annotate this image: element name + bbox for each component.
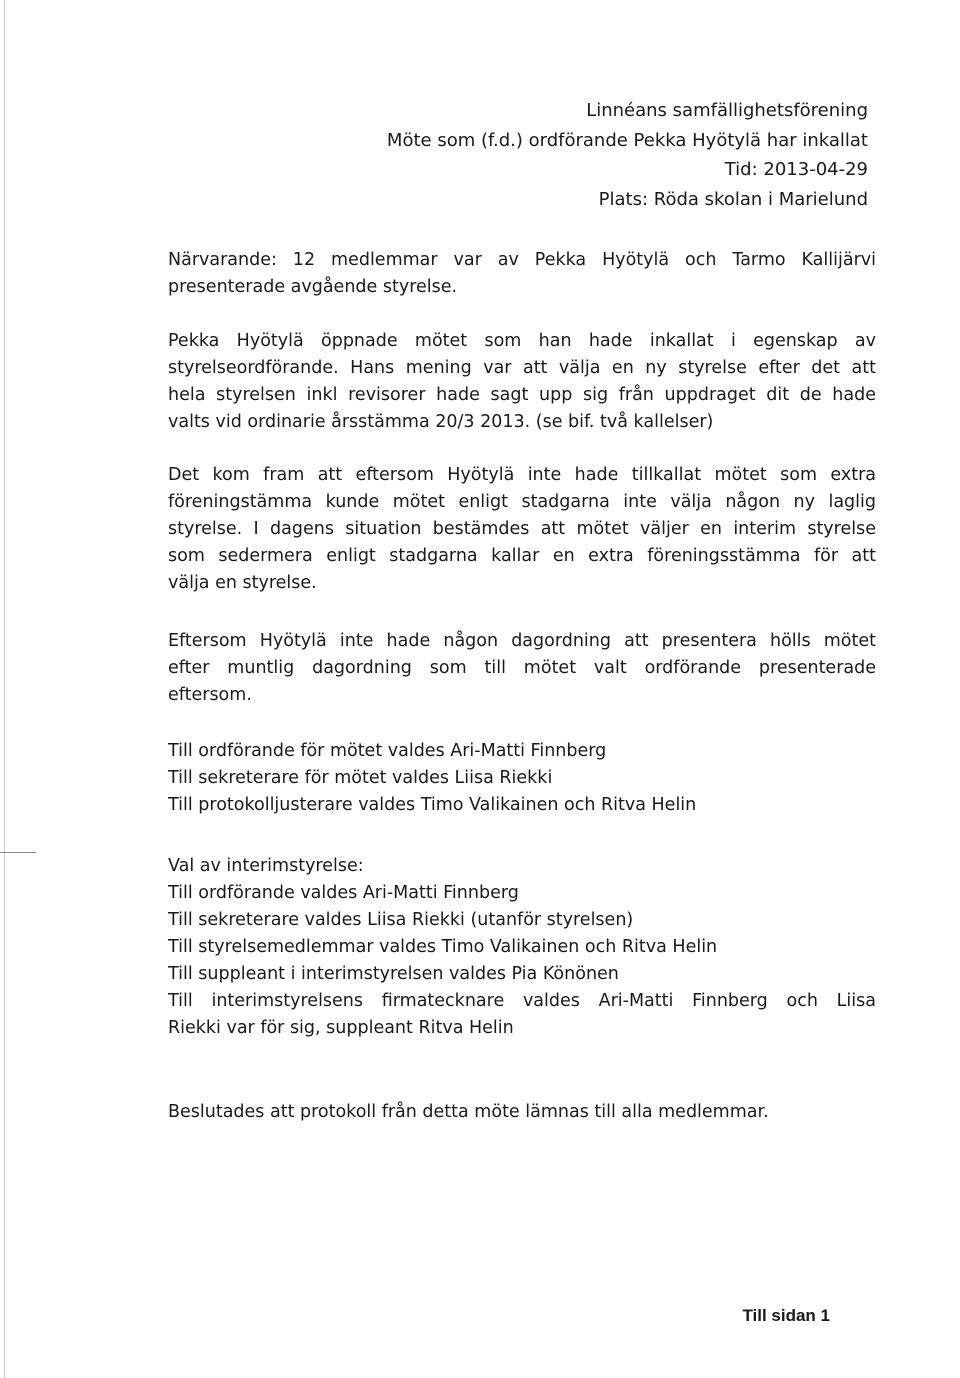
list-item: Till suppleant i interimstyrelsen valdes Pia Könönen — [168, 964, 619, 984]
page-reference: Till sidan 1 — [742, 1306, 830, 1325]
meeting-date: Tid: 2013-04-29 — [724, 159, 868, 180]
interim-board-list — [168, 853, 876, 1042]
list-item: Till sekreterare för mötet valdes Liisa Riekki — [168, 768, 553, 788]
paragraph-line: Eftersom Hyötylä inte hade någon dagordning att presentera hölls mötet — [168, 631, 876, 651]
paragraph-line: föreningstämma kunde mötet enligt stadgarna inte välja någon ny laglig — [168, 492, 876, 512]
list-item: Till styrelsemedlemmar valdes Timo Valikainen och Ritva Helin — [168, 937, 718, 957]
attendance-paragraph — [168, 247, 876, 301]
closing-decision — [168, 1099, 876, 1126]
list-item: Till ordförande för mötet valdes Ari-Matti Finnberg — [168, 741, 607, 761]
paragraph-line: valts vid ordinarie årsstämma 20/3 2013. (se bif. två kallelser) — [168, 412, 714, 432]
document-header — [387, 96, 868, 214]
paragraph-line: styrelseordförande. Hans mening var att välja en ny styrelse efter det att — [168, 358, 876, 378]
scan-edge — [4, 0, 5, 1378]
paragraph-line: styrelse. I dagens situation bestämdes att mötet väljer en interim styrelse — [168, 519, 876, 539]
opening-paragraph — [168, 328, 876, 436]
meeting-place: Plats: Röda skolan i Marielund — [598, 188, 868, 210]
meeting-description: Möte som (f.d.) ordförande Pekka Hyötylä har inkallat — [386, 129, 868, 151]
list-heading: Val av interimstyrelse: — [168, 856, 364, 876]
association-name: Linnéans samfällighetsförening — [586, 100, 868, 121]
list-item: Till protokolljusterare valdes Timo Valikainen och Ritva Helin — [168, 795, 697, 815]
interim-decision-paragraph — [168, 462, 876, 597]
paragraph-line: Beslutades att protokoll från detta möte lämnas till alla medlemmar. — [168, 1102, 769, 1122]
list-item: Riekki var för sig, suppleant Ritva Helin — [168, 1018, 514, 1038]
paragraph-line: Närvarande: 12 medlemmar var av Pekka Hyötylä och Tarmo Kallijärvi — [168, 250, 876, 270]
meeting-officials-list — [168, 738, 876, 819]
paragraph-line: efter muntlig dagordning som till mötet valt ordförande presenterade — [168, 658, 876, 678]
paragraph-line: välja en styrelse. — [168, 573, 317, 593]
agenda-paragraph — [168, 628, 876, 709]
paragraph-line: Det kom fram att eftersom Hyötylä inte hade tillkallat mötet som extra — [168, 465, 876, 485]
list-item: Till ordförande valdes Ari-Matti Finnberg — [168, 883, 519, 903]
paragraph-line: hela styrelsen inkl revisorer hade sagt upp sig från uppdraget dit de hade — [168, 385, 876, 405]
paragraph-line: Pekka Hyötylä öppnade mötet som han hade inkallat i egenskap av — [168, 331, 876, 351]
paragraph-line: som sedermera enligt stadgarna kallar en extra föreningsstämma för att — [168, 546, 876, 566]
list-item: Till sekreterare valdes Liisa Riekki (utanför styrelsen) — [168, 910, 634, 930]
paragraph-line: presenterade avgående styrelse. — [168, 277, 458, 297]
list-item: Till interimstyrelsens firmatecknare valdes Ari-Matti Finnberg och Liisa — [168, 991, 876, 1011]
paragraph-line: eftersom. — [168, 685, 252, 705]
scan-mark — [0, 852, 36, 853]
